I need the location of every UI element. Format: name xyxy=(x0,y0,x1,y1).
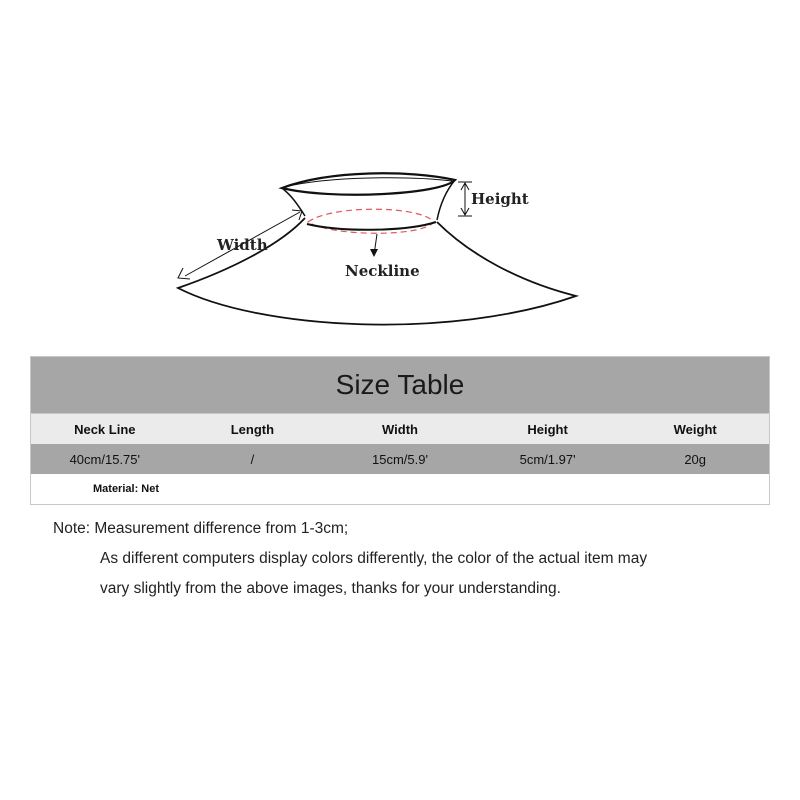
header-height: Height xyxy=(527,421,568,437)
size-table-value-row xyxy=(31,444,769,474)
header-width: Width xyxy=(381,421,418,437)
neckline-label: Neckline xyxy=(345,262,420,280)
product-diagram xyxy=(0,0,800,350)
width-arrow-head-left xyxy=(178,268,190,279)
value-weight: 20g xyxy=(684,451,707,467)
note-line-3: vary slightly from the above images, thanks for your understanding. xyxy=(100,580,561,597)
collar-illustration xyxy=(0,0,800,350)
width-label: Width xyxy=(217,236,268,254)
header-length: Length xyxy=(230,421,275,437)
value-height: 5cm/1.97' xyxy=(519,451,576,467)
value-neck-line: 40cm/15.75' xyxy=(69,451,140,467)
collar-top-edge xyxy=(282,173,455,194)
size-table-header-row xyxy=(31,413,769,444)
header-weight: Weight xyxy=(673,421,717,437)
neckline-pointer-head xyxy=(370,249,378,257)
size-table xyxy=(30,356,770,505)
material-row: Material: Net xyxy=(31,474,769,504)
height-label: Height xyxy=(471,190,529,208)
size-table-title: Size Table xyxy=(31,357,769,413)
header-neck-line: Neck Line xyxy=(74,421,136,437)
value-length: / xyxy=(250,451,255,467)
value-width: 15cm/5.9' xyxy=(372,451,428,467)
note-line-1: Note: Measurement difference from 1-3cm; xyxy=(53,520,349,537)
note-line-2: As different computers display colors differently, the color of the actual item may xyxy=(100,550,648,567)
width-arrow-head-right xyxy=(292,210,302,220)
